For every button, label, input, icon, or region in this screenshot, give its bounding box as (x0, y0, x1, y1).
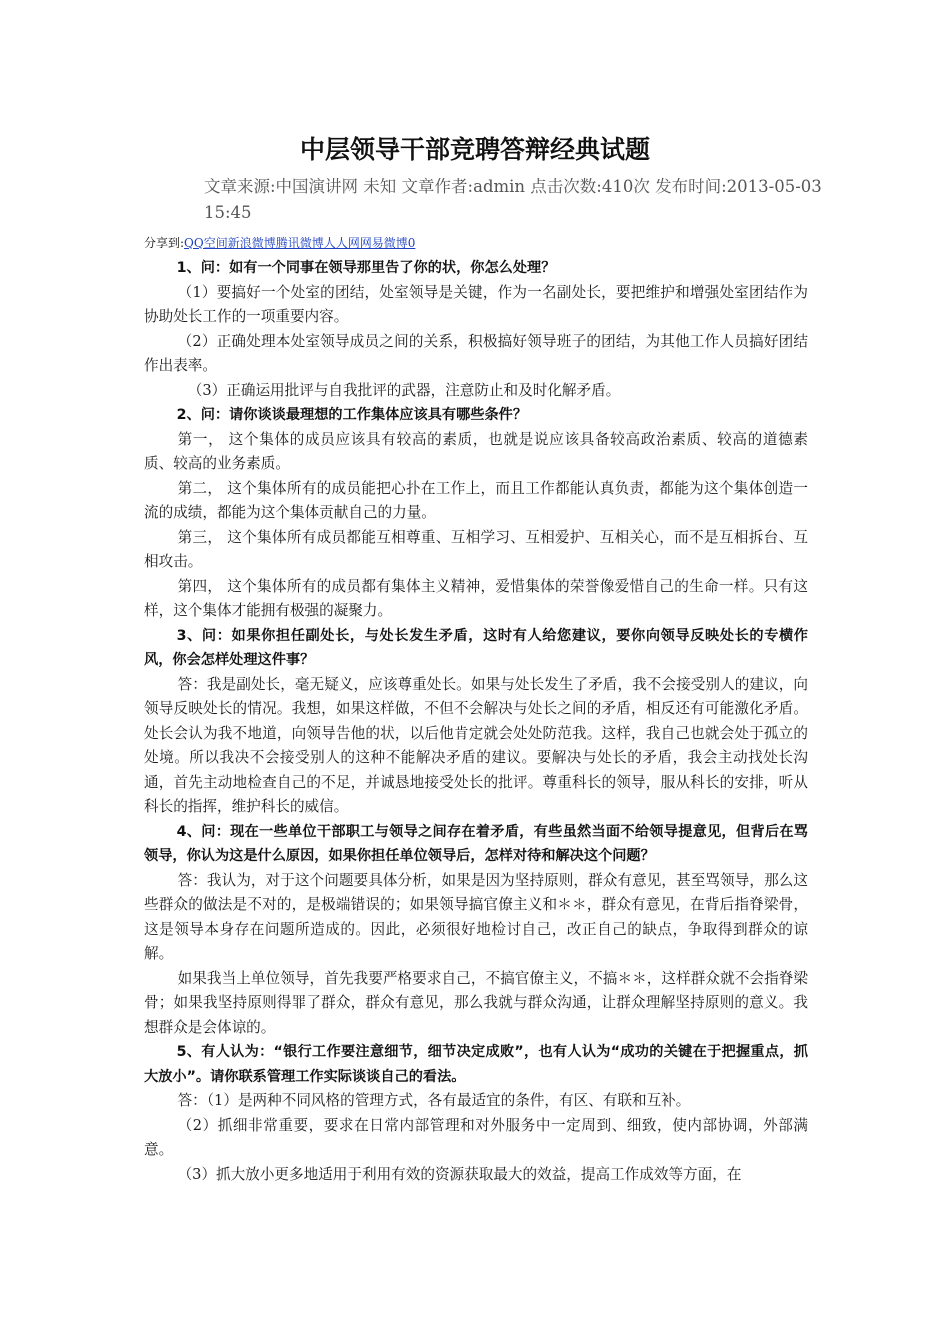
question-4: 4、问：现在一些单位干部职工与领导之间存在着矛盾，有些虽然当面不给领导提意见，但背后在骂领导，你认为这是什么原因，如果你担任单位领导后，怎样对待和解决这个问题？ (144, 823, 808, 864)
question-1: 1、问：如有一个同事在领导那里告了你的状，你怎么处理？ (176, 260, 556, 276)
question-3: 3、问：如果你担任副处长，与处长发生矛盾，这时有人给您建议，要你向领导反映处长的专横作风，你会怎样处理这件事？ (144, 627, 808, 668)
share-label: 分享到: (144, 236, 185, 250)
answer-paragraph: 第三， 这个集体所有成员都能互相尊重、互相学习、互相爱护、互相关心，而不是互相拆台、互相攻击。 (144, 528, 808, 570)
answer-paragraph: （2）抓细非常重要，要求在日常内部管理和对外服务中一定周到、细致，使内部协调，外部满意。 (144, 1116, 808, 1158)
question-2: 2、问：请你谈谈最理想的工作集体应该具有哪些条件？ (176, 407, 528, 423)
answer-paragraph: 答：我是副处长，毫无疑义，应该尊重处长。如果与处长发生了矛盾，我不会接受别人的建议，向领导反映处长的情况。我想，如果这样做，不但不会解决与处长之间的矛盾，相反还有可能激化矛盾。处长会认为我不地道，向领导告他的状，以后他肯定就会处处防范我。这样，我自己也就会处于孤立的处境。所以我决不会接受别人的这种不能解决矛盾的建议。要解决与处长的矛盾，我会主动找处长沟通，首先主动地检查自己的不足，并诚恳地接受处长的批评。尊重科长的领导，服从科长的安排，听从科长的指挥，维护科长的威信。 (144, 675, 808, 815)
answer-paragraph: 如果我当上单位领导，首先我要严格要求自己，不搞官僚主义，不搞＊＊，这样群众就不会指脊梁骨；如果我坚持原则得罪了群众，群众有意见，那么我就与群众沟通，让群众理解坚持原则的意义。我想群众是会体谅的。 (144, 969, 808, 1036)
answer-paragraph: 第一， 这个集体的成员应该具有较高的素质，也就是说应该具备较高政治素质、较高的道德素质、较高的业务素质。 (144, 430, 808, 472)
document-title: 中层领导干部竞聘答辩经典试题 (299, 135, 650, 164)
answer-paragraph: （2）正确处理本处室领导成员之间的关系，积极搞好领导班子的团结，为其他工作人员搞好团结作出表率。 (144, 332, 808, 374)
answer-paragraph: 第二， 这个集体所有的成员能把心扑在工作上，而且工作都能认真负责，都能为这个集体创造一流的成绩，都能为这个集体贡献自己的力量。 (144, 479, 808, 521)
answer-paragraph: （3）正确运用批评与自我批评的武器，注意防止和及时化解矛盾。 (187, 381, 621, 399)
question-5: 5、有人认为：“银行工作要注意细节，细节决定成败”，也有人认为“成功的关键在于把握重点，抓大放小”。请你联系管理工作实际谈谈自己的看法。 (144, 1044, 808, 1085)
article-body (144, 256, 808, 1187)
article-meta: 文章来源:中国演讲网 未知 文章作者:admin 点击次数:410次 发布时间:2013-05-03 15:45 (204, 177, 822, 222)
answer-paragraph: （3）抓大放小更多地适用于利用有效的资源获取最大的效益，提高工作成效等方面，在 (177, 1165, 742, 1183)
share-links[interactable]: QQ空间新浪微博腾讯微博人人网网易微博0 (184, 236, 416, 250)
answer-paragraph: （1）要搞好一个处室的团结，处室领导是关键，作为一名副处长，要把维护和增强处室团结作为协助处长工作的一项重要内容。 (144, 283, 808, 325)
share-bar (144, 234, 415, 252)
answer-paragraph: 答：（1）是两种不同风格的管理方式，各有最适宜的条件，有区、有联和互补。 (177, 1092, 691, 1109)
answer-paragraph: 第四， 这个集体所有的成员都有集体主义精神，爱惜集体的荣誉像爱惜自己的生命一样。只有这样，这个集体才能拥有极强的凝聚力。 (144, 577, 808, 619)
answer-paragraph: 答：我认为，对于这个问题要具体分析，如果是因为坚持原则，群众有意见，甚至骂领导，那么这些群众的做法是不对的，是极端错误的；如果领导搞官僚主义和＊＊，群众有意见，在背后指脊梁骨，这是领导本身存在问题所造成的。因此，必须很好地检讨自己，改正自己的缺点，争取得到群众的谅解。 (144, 871, 808, 962)
